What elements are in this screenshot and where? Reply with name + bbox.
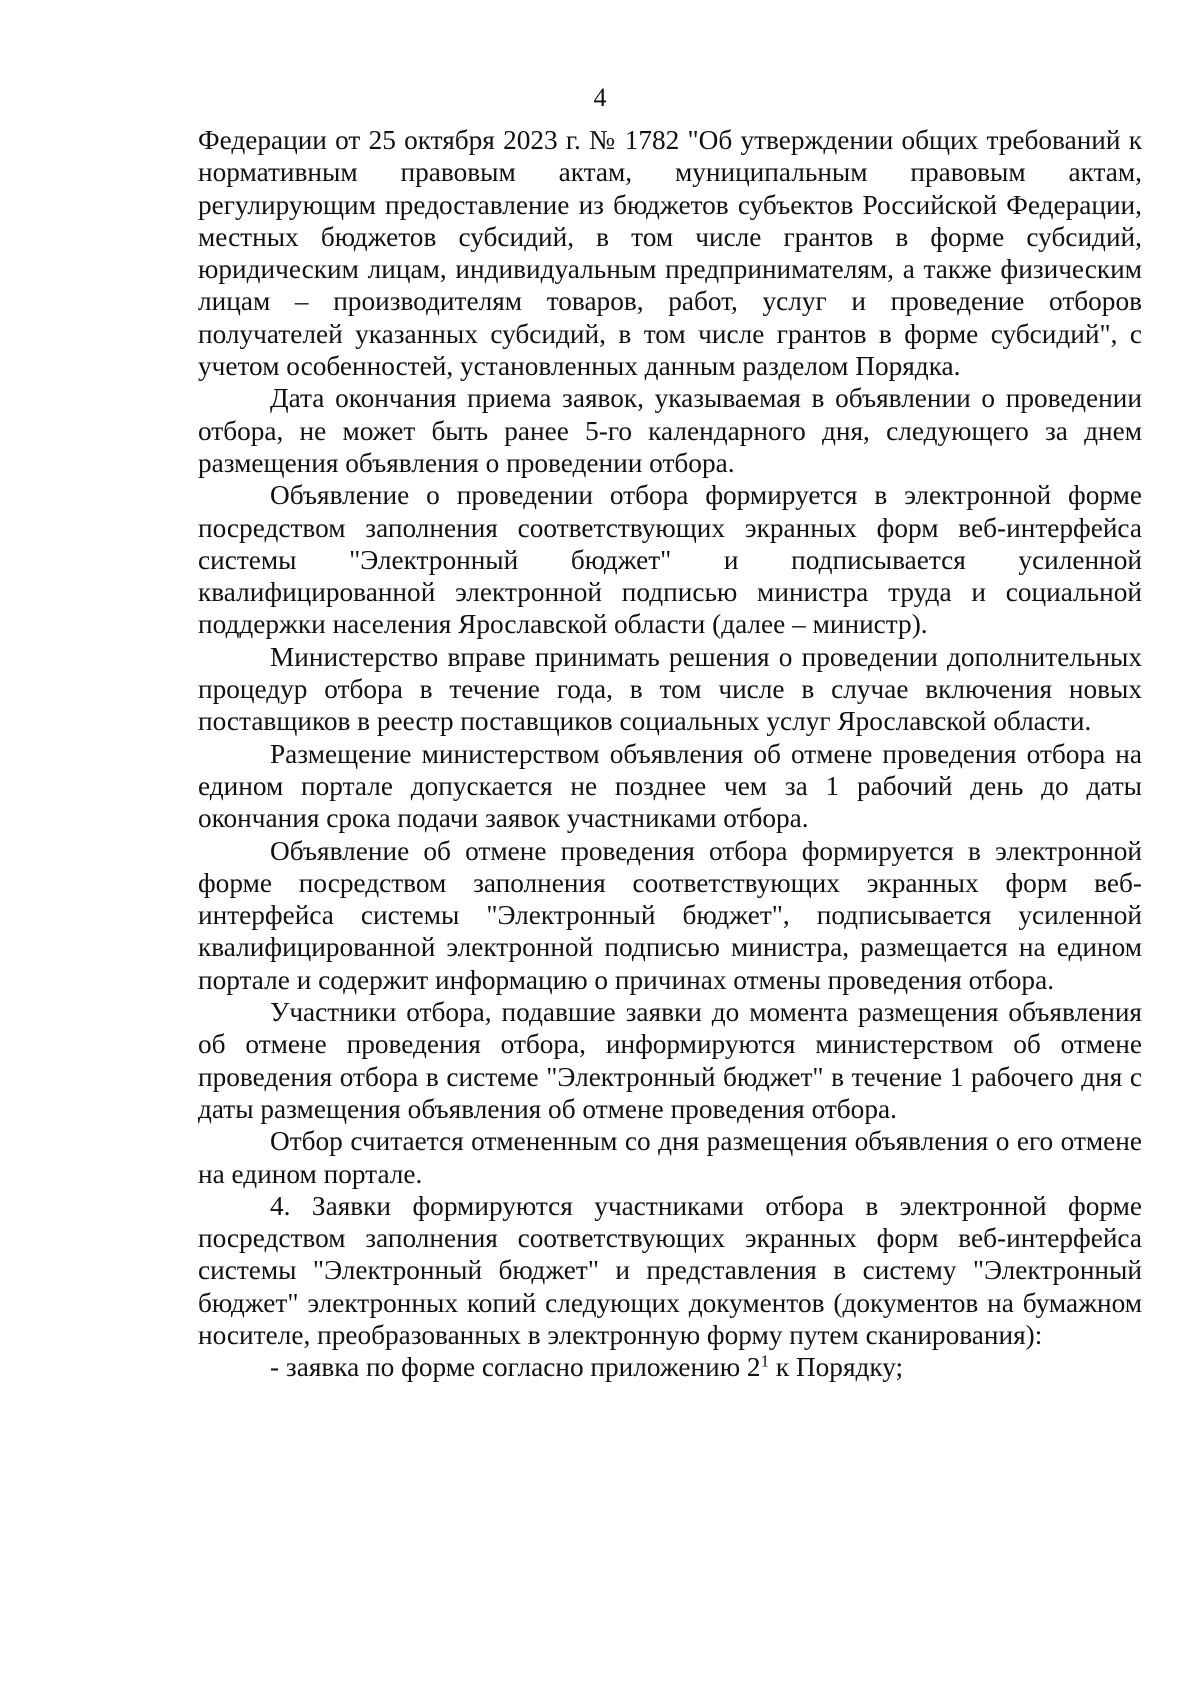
paragraph: Участники отбора, подавшие заявки до момента размещения объявления об отмене проведения отбора, информируются министерством об отмене проведения отбора в системе "Электронный бюджет" в течение 1 рабочего дня с даты размещения объявления об отмене проведения отбора. [198, 997, 1142, 1124]
list-item-text: - заявка по форме согласно приложению 2 [270, 1352, 761, 1383]
paragraph: Федерации от 25 октября 2023 г. № 1782 "Об утверждении общих требований к нормативным правовым актам, муниципальным правовым актам, регулирующим предоставление из бюджетов субъектов Российской Федерации, местных бюджетов субсидий, в том числе грантов в форме субсидий, юридическим лицам, индивидуальным предпринимателям, а также физическим лицам – производителям товаров, работ, услуг и проведение отборов получателей указанных субсидий, в том числе грантов в форме субсидий", с учетом особенностей, установленных данным разделом Порядка. [198, 125, 1142, 382]
paragraph: 4. Заявки формируются участниками отбора в электронной форме посредством заполнения соответствующих экранных форм веб-интерфейса системы "Электронный бюджет" и представления в систему "Электронный бюджет" электронных копий следующих документов (документов на бумажном носителе, преобразованных в электронную форму путем сканирования): [198, 1190, 1142, 1350]
page-number: 4 [593, 83, 607, 112]
paragraph: Отбор считается отмененным со дня размещения объявления о его отмене на едином портале. [198, 1126, 1142, 1189]
paragraph: Дата окончания приема заявок, указываемая в объявлении о проведении отбора, не может быть ранее 5-го календарного дня, следующего за днем размещения объявления о проведении отбора. [198, 383, 1142, 478]
paragraph: Размещение министерством объявления об отмене проведения отбора на едином портале допускается не позднее чем за 1 рабочий день до даты окончания срока подачи заявок участниками отбора. [198, 738, 1142, 834]
paragraph: Объявление об отмене проведения отбора формируется в электронной форме посредством заполнения соответствующих экранных форм веб-интерфейса системы "Электронный бюджет", подписывается усиленной квалифицированной электронной подписью министра, размещается на едином портале и содержит информацию о причинах отмены проведения отбора. [198, 835, 1142, 995]
paragraph: Объявление о проведении отбора формируется в электронной форме посредством заполнения соответствующих экранных форм веб-интерфейса системы "Электронный бюджет" и подписывается усиленной квалифицированной электронной подписью министра труда и социальной поддержки населения Ярославской области (далее – министр). [198, 480, 1142, 640]
list-item [198, 1351, 1142, 1383]
paragraph: Министерство вправе принимать решения о проведении дополнительных процедур отбора в течение года, в том числе в случае включения новых поставщиков в реестр поставщиков социальных услуг Ярославской области. [198, 641, 1142, 737]
superscript: 1 [760, 1351, 770, 1371]
list-item-text-end: к Порядку; [769, 1352, 904, 1383]
document-body [198, 124, 1142, 1384]
